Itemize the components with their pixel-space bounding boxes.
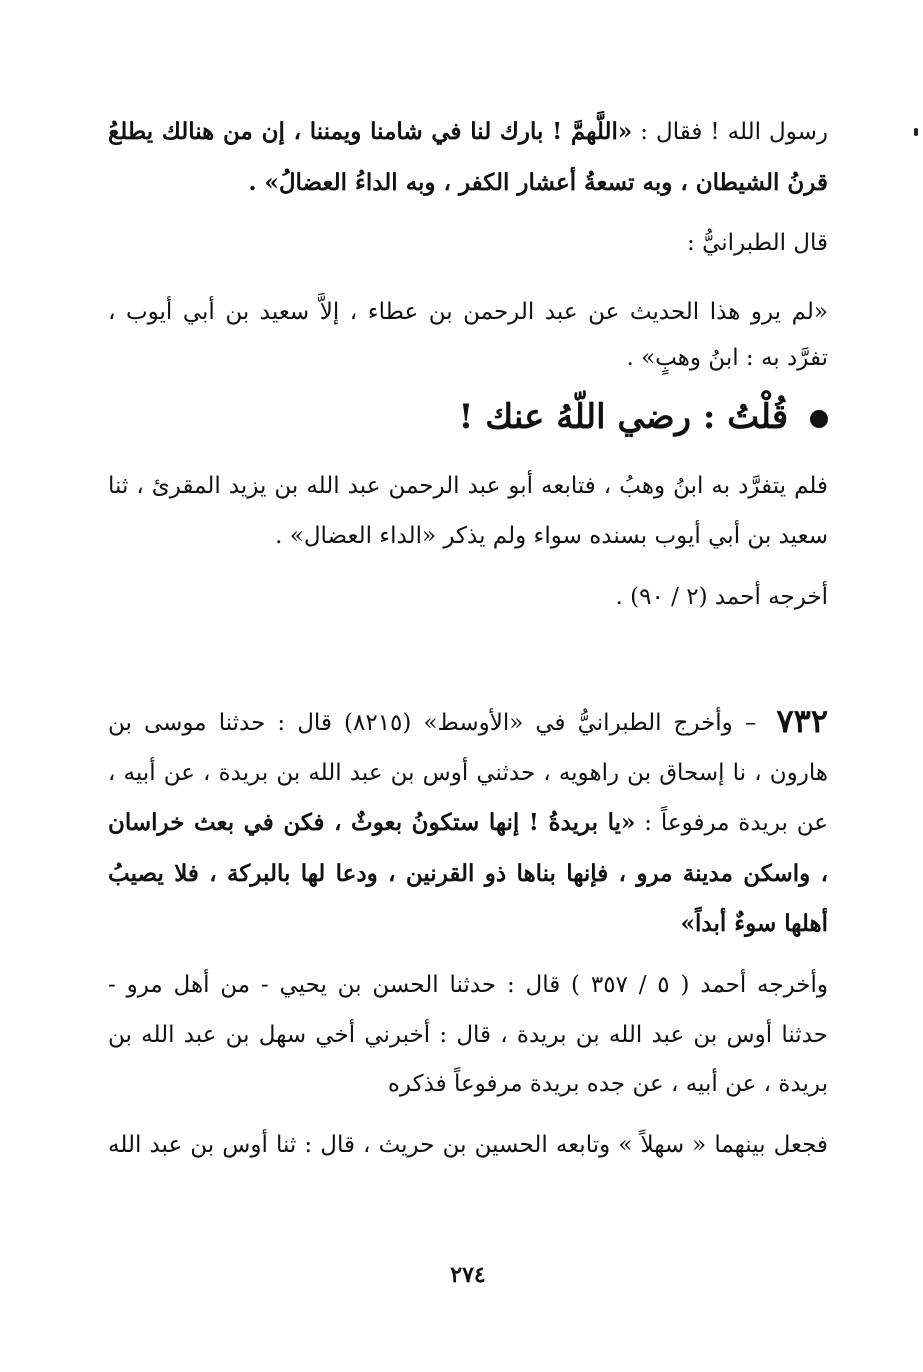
hadith-line	[108, 704, 828, 740]
comment-line: سعيد بن أبي أيوب بسنده سواء ولم يذكر «الداء العضال» .	[275, 523, 828, 549]
text-run: – وأخرج الطبرانيُّ في «الأوسط» (٨٢١٥) قال : حدثنا موسى بن	[108, 710, 757, 736]
page-number: ٢٧٤	[450, 1262, 486, 1288]
text-run: رسول الله ! فقال :	[640, 119, 828, 145]
book-page	[108, 0, 828, 1372]
takhrij-line: بريدة ، عن أبيه ، عن جده بريدة مرفوعاً فذكره	[387, 1071, 828, 1097]
tabarani-quote-line: تفرَّد به : ابنُ وهبٍ» .	[626, 345, 828, 371]
takhrij-line: فجعل بينهما « سهلاً » وتابعه الحسين بن حريث ، قال : ثنا أوس بن عبد الله	[108, 1132, 828, 1158]
scan-edge-mark	[914, 128, 918, 136]
paragraph-line	[108, 115, 828, 149]
comment-line: فلم يتفرَّد به ابنُ وهبُ ، فتابعه أبو عبد الرحمن عبد الله بن يزيد المقرئ ، ثنا	[108, 473, 828, 499]
hadith-text-bold: أهلها سوءٌ أبداً»	[680, 910, 828, 937]
hadith-number: ٧٣٢	[776, 702, 829, 740]
citation-line: أخرجه أحمد (٢ / ٩٠) .	[615, 584, 828, 610]
section-heading	[458, 392, 828, 442]
takhrij-line: حدثنا أوس بن عبد الله بن بريدة ، قال : أخبرني أخي سهل بن عبد الله بن	[108, 1022, 828, 1048]
text-run: عن بريدة مرفوعاً :	[644, 810, 829, 836]
hadith-text-bold: «يا بريدةُ ! إنها ستكونُ بعوثٌ ، فكن في بعث خراسان	[108, 809, 636, 836]
hadith-text-bold: ، واسكن مدينة مرو ، فإنها بناها ذو القرنين ، ودعا لها بالبركة ، فلا يصيبُ	[108, 860, 828, 887]
tabarani-quote-line: «لم يرو هذا الحديث عن عبد الرحمن بن عطاء ، إلاَّ سعيد بن أبي أيوب ،	[108, 299, 828, 325]
hadith-line	[108, 806, 828, 840]
hadith-line: هارون ، نا إسحاق بن راهويه ، حدثني أوس بن عبد الله بن بريدة ، عن أبيه ،	[108, 760, 828, 786]
hadith-text-bold: قرنُ الشيطان ، وبه تسعةُ أعشار الكفر ، وبه الداءُ العضالُ» .	[248, 169, 828, 196]
heading-text: قُلْتُ : رضي اللّهُ عنك !	[458, 397, 789, 437]
takhrij-line: وأخرجه أحمد ( ٥ / ٣٥٧ ) قال : حدثنا الحسن بن يحيي - من أهل مرو -	[108, 972, 829, 998]
hadith-text-bold: «اللَّهمَّ ! بارك لنا في شامنا ويمننا ، إن من هنالك يطلعُ	[108, 118, 633, 145]
tabarani-intro: قال الطبرانيُّ :	[687, 230, 828, 256]
bullet-icon	[810, 410, 828, 428]
